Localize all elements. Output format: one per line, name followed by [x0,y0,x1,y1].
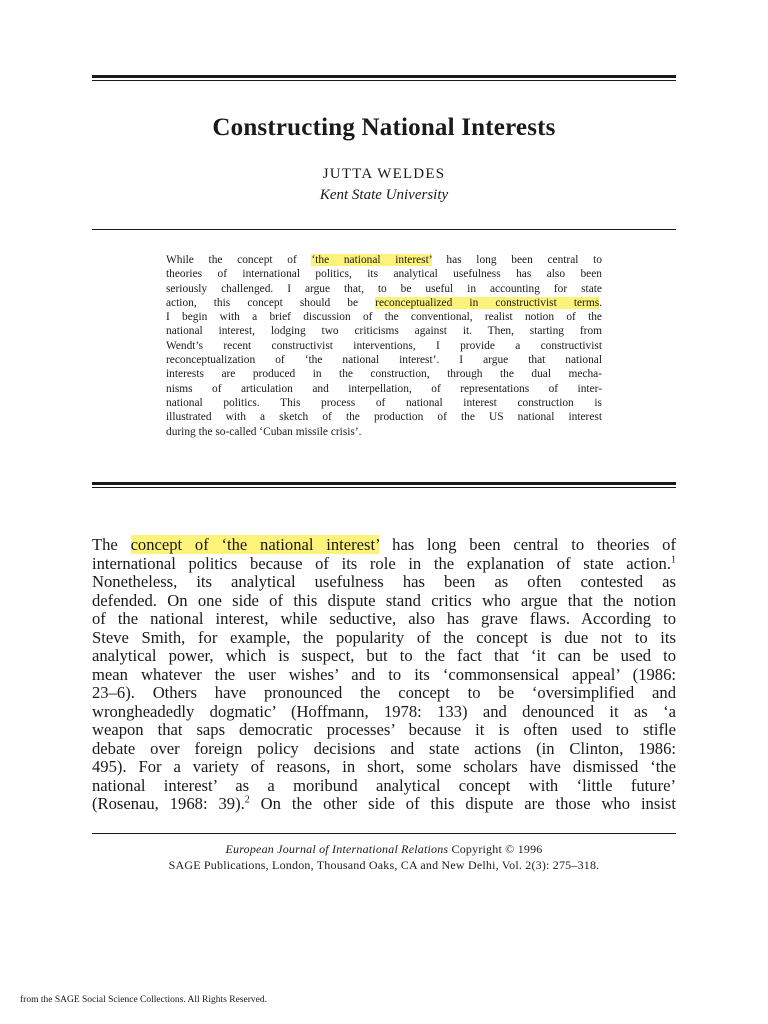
footnote-divider [92,833,676,834]
footnote-ref[interactable]: 2 [244,794,250,806]
publisher-line: SAGE Publications, London, Thousand Oaks, CA and New Delhi, Vol. 2(3): 275–318. [168,858,600,872]
abstract-line: national interest, lodging two criticisms against it. Then, starting from [166,325,602,338]
abstract-line: illustrated with a sketch of the production of the US national interest [166,411,602,424]
abstract-line: seriously challenged. I argue that, to be useful in accounting for state [166,282,602,295]
body-line: of the national interest, while seductive, also has grave flaws. According to [92,609,676,628]
abstract-line: theories of international politics, its analytical usefulness has also been [166,268,602,281]
abstract-line: Wendt’s recent constructivist interventions, I provide a constructivist [166,339,602,352]
body-line: wrongheadedly dogmatic’ (Hoffmann, 1978: 133) and denounced it as ‘a [92,701,676,721]
body-line: analytical power, which is suspect, but to the fact that ‘it can be used to [92,646,676,665]
journal-name: European Journal of International Relations [225,842,449,856]
body-line: debate over foreign policy decisions and state actions (in Clinton, 1986: [92,738,676,758]
body-line: 23–6). Others have pronounced the concept to be ‘oversimplified and [92,683,676,702]
abstract-line: national politics. This process of national interest construction is [166,396,602,409]
section-double-rule [92,482,676,488]
body-line: mean whatever the user wishes’ and to its ‘commonsensical appeal’ (1986: [92,664,676,684]
body-line: 495). For a variety of reasons, in short, some scholars have dismissed ‘the [92,757,676,776]
abstract-line: reconceptualization of ‘the national interest’. I argue that national [166,354,602,367]
footnote-ref[interactable]: 1 [671,553,676,565]
body-line: defended. On one side of this dispute stand critics who argue that the notion [92,590,676,610]
source-note: from the SAGE Social Science Collections. All Rights Reserved. [20,995,267,1005]
abstract-line: interests are produced in the construction, through the dual mecha- [166,368,602,381]
body-line: weapon that saps democratic processes’ because it is often used to stifle [92,720,676,739]
body-line: Nonetheless, its analytical usefulness has been as often contested as [92,572,676,591]
body-paragraph [92,536,676,814]
journal-citation: European Journal of International Relations Copyright © 1996 [225,842,543,856]
body-line: national interest’ as a moribund analytical concept with ‘little future’ [92,775,676,795]
highlight: reconceptualized in constructivist terms [375,296,600,309]
body-line: Steve Smith, for example, the popularity of the concept is due not to its [92,627,676,647]
highlight: concept of ‘the national interest’ [130,535,380,554]
highlight: ‘the national interest’ [311,254,432,266]
top-double-rule [92,75,676,81]
body-line: international politics because of its role in the explanation of state action.$^1$ [92,553,676,573]
abstract [166,253,602,439]
abstract-line: I begin with a brief discussion of the conventional, realist notion of the [166,311,602,324]
author-name: JUTTA WELDES [322,166,446,182]
body-line: (Rosenau, 1968: 39).$^2$ On the other side of this dispute are those who insist [92,794,676,813]
abstract-line: during the so-called ‘Cuban missile crisis’. [166,425,362,438]
abstract-line: action, this concept should be reconceptualized in constructivist terms. [166,296,602,309]
paper-title: Constructing National Interests [212,114,556,141]
abstract-line: While the concept of ‘the national interest’ has long been central to [166,254,603,266]
body-line: The concept of ‘the national interest’ has long been central to theories of [92,535,676,554]
header-divider [92,229,676,230]
author-affiliation: Kent State University [319,187,449,203]
abstract-line: nisms of articulation and interpellation, of representations of inter- [166,382,602,395]
